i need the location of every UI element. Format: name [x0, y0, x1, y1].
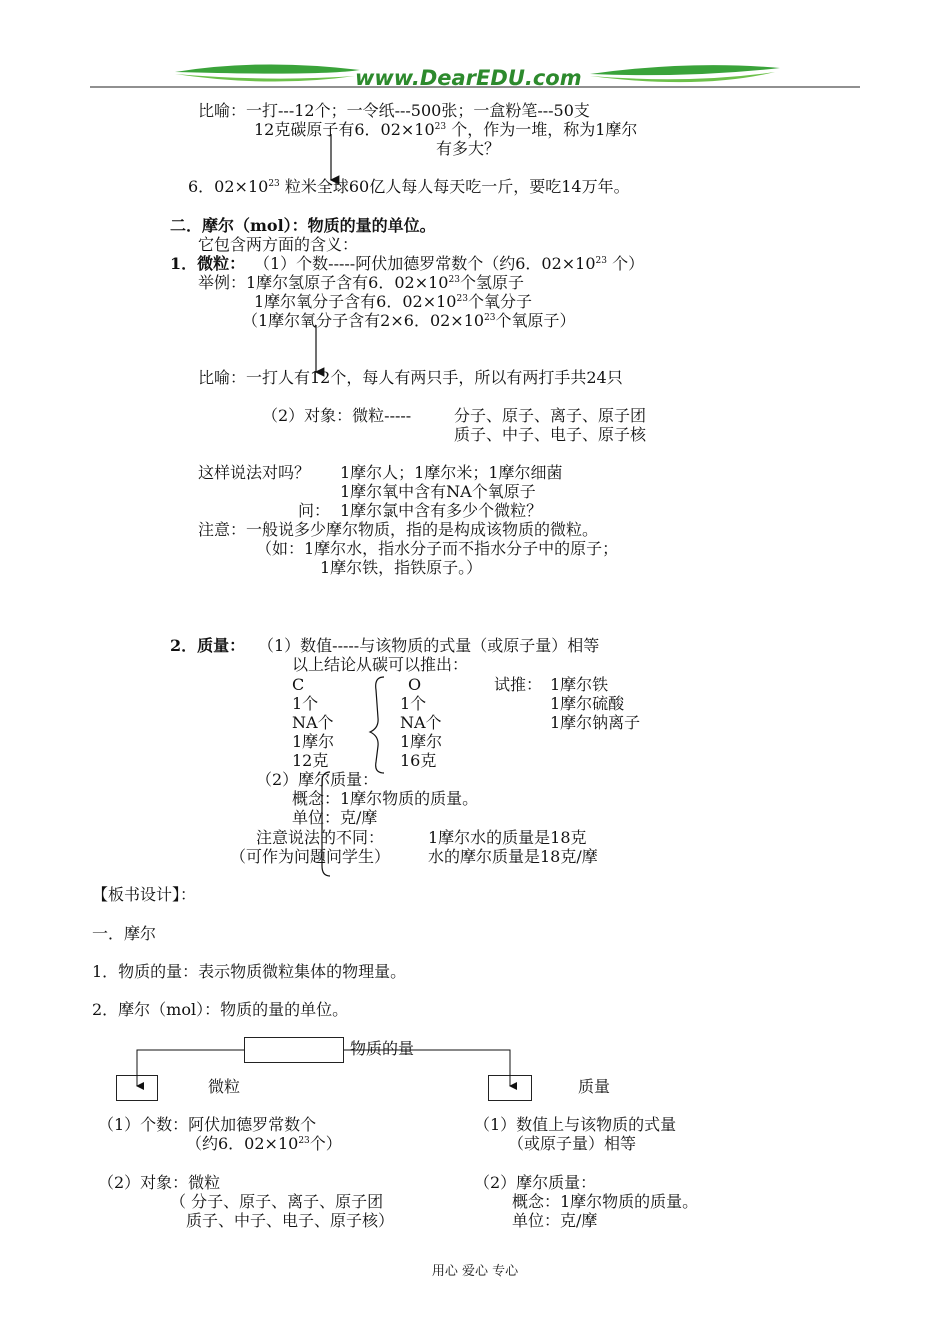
board-item-1: 1．物质的量：表示物质微粒集体的物理量。: [92, 962, 407, 981]
section-two-heading: 二．摩尔（mol）：物质的量的单位。: [170, 216, 436, 235]
try-item-0: 1摩尔铁: [550, 675, 609, 694]
tree-right-connector: [344, 1050, 510, 1086]
board-right-2c: 单位：克/摩: [512, 1211, 598, 1230]
try-item-2: 1摩尔钠离子: [550, 713, 641, 732]
example-oxygen-molecule: 1摩尔氧分子含有6．$02\times 10^{23}$个氧分子: [254, 292, 532, 311]
example-oxygen-atom: （1摩尔氧分子含有2×6．$02\times 10^{23}$个氧原子）: [242, 311, 576, 330]
attention-molar-water: 水的摩尔质量是18克/摩: [428, 847, 598, 866]
root-label: 物质的量: [350, 1039, 415, 1058]
analogy-hands: 比喻：一打人有12个，每人有两只手，所以有两打手共24只: [198, 368, 623, 387]
ask-chlorine: 1摩尔氯中含有多少个微粒？: [340, 501, 543, 520]
note-text: 注意：一般说多少摩尔物质，指的是构成该物质的微粒。: [198, 520, 599, 539]
board-title: 【板书设计】：: [92, 885, 197, 904]
analogy-dozen: 比喻：一打---12个；一令纸---500张；一盒粉笔---50支: [198, 101, 590, 120]
board-left-2b: （ 分子、原子、离子、原子团: [170, 1192, 384, 1211]
how-big-text: 有多大？: [436, 139, 501, 158]
oxygen-col-0: O: [408, 675, 422, 694]
brace-carbon-oxygen: [370, 677, 384, 773]
carbon-col-3: 1摩尔: [292, 732, 335, 751]
board-left-1: （1）个数：阿伏加德罗常数个: [98, 1115, 317, 1134]
bracket-attention: [322, 772, 330, 876]
molar-mass-label: （2）摩尔质量：: [256, 770, 379, 789]
carbon-line: 12克碳原子有6．$02\times 10^{23}$ 个，作为一堆，称为1摩尔: [254, 120, 638, 139]
example-hydrogen: 举例：1摩尔氢原子含有6．$02\times 10^{23}$个氢原子: [198, 273, 524, 292]
question-items: 1摩尔人；1摩尔米；1摩尔细菌: [340, 463, 563, 482]
carbon-col-2: NA个: [292, 713, 334, 732]
note-example-water: （如：1摩尔水，指水分子而不指水分子中的原子；: [256, 539, 619, 558]
try-label: 试推：: [494, 675, 543, 694]
site-logo-text: www.DearEDU.com: [355, 66, 582, 90]
molar-mass-concept: 概念：1摩尔物质的质量。: [292, 789, 479, 808]
board-left-2c: 质子、中子、电子、原子核）: [186, 1211, 395, 1230]
object-list-1: 分子、原子、离子、原子团: [454, 406, 647, 425]
board-right-1: （1）数值上与该物质的式量: [474, 1115, 677, 1134]
mass-derive-line: 以上结论从碳可以推出：: [292, 655, 469, 674]
board-right-2: （2）摩尔质量：: [474, 1173, 597, 1192]
try-item-1: 1摩尔硫酸: [550, 694, 625, 713]
object-list-2: 质子、中子、电子、原子核: [454, 425, 647, 444]
particle-label: 1．微粒：: [170, 254, 246, 273]
contains-text: 它包含两方面的含义：: [198, 235, 359, 254]
carbon-col-1: 1个: [292, 694, 319, 713]
left-branch-title: 微粒: [208, 1077, 241, 1096]
note-example-iron: 1摩尔铁，指铁原子。）: [320, 558, 483, 577]
right-branch-title: 质量: [578, 1077, 611, 1096]
ask-label: 问：: [298, 501, 331, 520]
rice-line: 6．$02\times 10^{23}$ 粒米全球60亿人每人每天吃一斤，要吃14万年。: [188, 177, 630, 196]
particle-count-line: （1）个数-----阿伏加德罗常数个（约6．$02\times 10^{23}$ 个）: [254, 254, 645, 273]
board-item-2: 2．摩尔（mol）：物质的量的单位。: [92, 1000, 349, 1019]
board-left-2: （2）对象：微粒: [98, 1173, 221, 1192]
question-oxygen: 1摩尔氧中含有NA个氧原子: [340, 482, 536, 501]
attention-student-note: （可作为问题问学生）: [230, 847, 391, 866]
question-prompt: 这样说法对吗？: [198, 463, 311, 482]
oxygen-col-4: 16克: [400, 751, 437, 770]
page-footer: 用心 爱心 专心: [431, 1264, 519, 1279]
molar-mass-unit: 单位：克/摩: [292, 808, 378, 827]
board-section-one: 一．摩尔: [92, 924, 157, 943]
oxygen-col-3: 1摩尔: [400, 732, 443, 751]
oxygen-col-2: NA个: [400, 713, 442, 732]
board-right-1b: （或原子量）相等: [508, 1134, 637, 1153]
attention-label: 注意说法的不同：: [256, 828, 385, 847]
mass-label: 2．质量：: [170, 636, 246, 655]
mass-value-line: （1）数值-----与该物质的式量（或原子量）相等: [258, 636, 600, 655]
carbon-col-4: 12克: [292, 751, 329, 770]
attention-water-mass: 1摩尔水的质量是18克: [428, 828, 587, 847]
tree-left-connector: [137, 1050, 244, 1086]
board-left-1b: （约6．$02\times 10^{23}$个）: [186, 1134, 342, 1153]
oxygen-col-1: 1个: [400, 694, 427, 713]
object-label: （2）对象：微粒-----: [262, 406, 412, 425]
carbon-col-0: C: [292, 675, 305, 694]
board-right-2b: 概念：1摩尔物质的质量。: [512, 1192, 699, 1211]
